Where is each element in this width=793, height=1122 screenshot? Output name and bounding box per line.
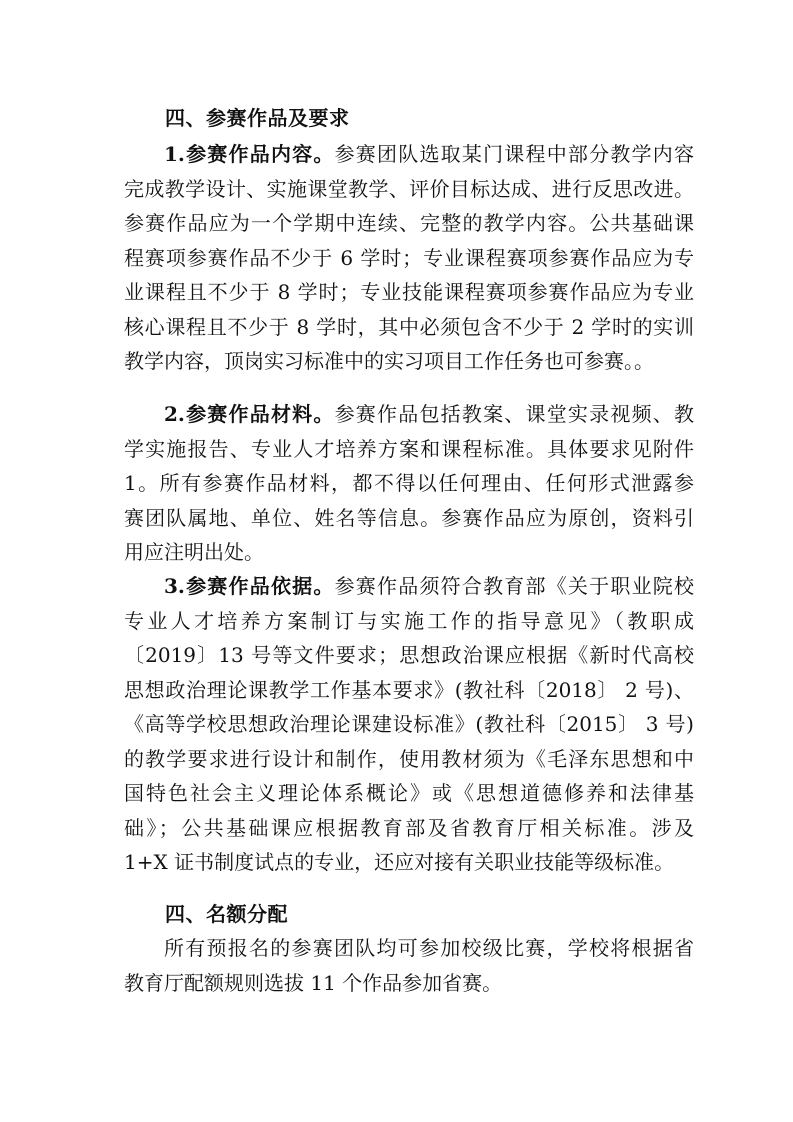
paragraph-line: 教学内容，顶岗实习标准中的实习项目工作任务也可参赛。。 <box>124 349 654 373</box>
paragraph-line: 3.参赛作品依据。参赛作品须符合教育部《关于职业院校 <box>164 574 694 598</box>
paragraph-line: 国特色社会主义理论体系概论》或《思想道德修养和法律基 <box>124 781 694 805</box>
paragraph-line: 学实施报告、专业人才培养方案和课程标准。具体要求见附件 <box>124 436 694 461</box>
paragraph-materials <box>124 397 694 570</box>
paragraph-lead: 2.参赛作品材料。 <box>164 402 335 426</box>
paragraph-line: 教育厅配额规则选拔 11 个作品参加省赛。 <box>124 970 503 995</box>
section-heading-requirements: 四、参赛作品及要求 <box>165 106 350 130</box>
paragraph-line: 2.参赛作品材料。参赛作品包括教案、课堂实录视频、教 <box>164 402 694 426</box>
paragraph-line: 用应注明出处。 <box>124 540 264 564</box>
paragraph-lead: 3.参赛作品依据。 <box>164 574 335 598</box>
paragraph-content <box>124 137 694 379</box>
paragraph-line: 思想政治理论课教学工作基本要求》(教社科〔2018〕 2 号)、 <box>124 677 694 702</box>
paragraph-line: 业课程且不少于 8 学时；专业技能课程赛项参赛作品应为专业 <box>124 280 694 304</box>
section-heading-quota: 四、名额分配 <box>165 902 288 926</box>
paragraph-line: 础》；公共基础课应根据教育部及省教育厅相关标准。涉及 <box>124 815 694 840</box>
paragraph-lead: 1.参赛作品内容。 <box>164 142 335 166</box>
paragraph-line: 参赛作品应为一个学期中连续、完整的教学内容。公共基础课 <box>124 211 694 235</box>
paragraph-line: 《高等学校思想政治理论课建设标准》(教社科〔2015〕 3 号) <box>124 712 694 736</box>
paragraph-line: 赛团队属地、单位、姓名等信息。参赛作品应为原创，资料引 <box>124 505 694 530</box>
paragraph-line: 所有预报名的参赛团队均可参加校级比赛，学校将根据省 <box>164 936 694 960</box>
paragraph-line: 的教学要求进行设计和制作，使用教材须为《毛泽东思想和中 <box>124 746 694 771</box>
paragraph-quota <box>124 931 694 1000</box>
paragraph-line: 核心课程且不少于 8 学时，其中必须包含不少于 2 学时的实训 <box>124 314 694 339</box>
paragraph-line: 程赛项参赛作品不少于 6 学时；专业课程赛项参赛作品应为专 <box>124 245 694 270</box>
paragraph-line: 〔2019〕13 号等文件要求；思想政治课应根据《新时代高校 <box>124 643 694 667</box>
paragraph-line: 专业人才培养方案制订与实施工作的指导意见》（教职成 <box>124 608 694 633</box>
paragraph-line: 1.参赛作品内容。参赛团队选取某门课程中部分教学内容 <box>164 142 694 166</box>
paragraph-line: 1。所有参赛作品材料，都不得以任何理由、任何形式泄露参 <box>124 471 694 495</box>
paragraph-line: 1+X 证书制度试点的专业，还应对接有关职业技能等级标准。 <box>124 850 675 874</box>
paragraph-basis <box>124 569 694 880</box>
paragraph-line: 完成教学设计、实施课堂教学、评价目标达成、进行反思改进。 <box>124 176 694 201</box>
